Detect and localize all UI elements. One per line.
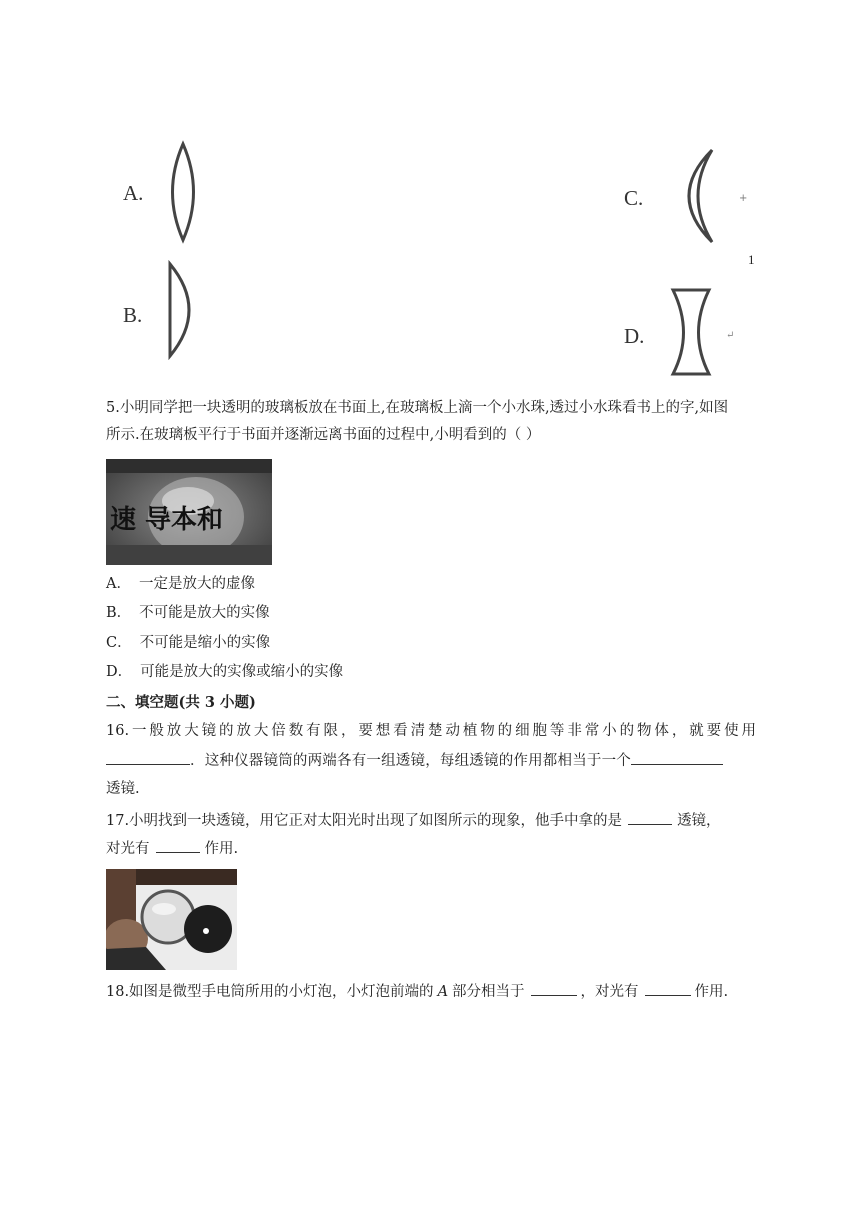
option-letter: B． [106,605,132,621]
q5-option-a [106,574,255,594]
q17-text-d: 作用. [204,841,239,857]
convex-lens-icon [160,140,206,244]
q16-line3: 透镜. [106,781,140,797]
blank-field [628,810,672,825]
magnified-text: 速 导本和 [110,505,224,535]
blank-field [106,750,190,765]
blank-field [645,981,691,996]
q16-line1: 16.一般放大镜的放大倍数有限，要想看清楚动植物的细胞等非常小的物体，就要使用 [106,723,756,739]
blank-field [631,750,723,765]
option-text: 可能是放大的实像或缩小的实像 [140,664,344,680]
q16-line2 [106,750,756,771]
q18-variable: A [437,984,449,1000]
option-text: 不可能是缩小的实像 [139,635,271,651]
option-b-label: B. [123,303,143,327]
q18-text-a: 18.如图是微型手电筒所用的小灯泡，小灯泡前端的 [106,984,434,1000]
q5-option-c [106,633,270,653]
option-text: 不可能是放大的实像 [139,605,270,621]
q17-text-c: 对光有 [106,841,150,857]
q18-line [106,981,728,1002]
small-cross-mark: + [739,193,748,204]
plano-convex-lens-icon [162,260,212,360]
magnifier-photo [106,869,237,970]
water-droplet-photo [106,459,272,565]
q18-text-d: 作用. [694,984,729,1000]
q5-line2: 所示.在玻璃板平行于书面并逐渐远离书面的过程中,小明看到的（ ） [106,427,541,443]
q17-text-a: 17.小明找到一块透镜，用它正对太阳光时出现了如图所示的现象，他手中拿的是 [106,813,623,829]
concave-lens-icon [668,286,714,380]
q17-line1 [106,810,721,831]
meniscus-lens-icon [666,146,722,248]
option-d-label: D. [624,324,645,348]
option-text: 一定是放大的虚像 [138,576,255,592]
return-mark-icon: ↵ [726,330,735,341]
q17-text-b: 透镜， [677,813,721,829]
option-letter: D． [106,664,133,680]
q5-option-b [106,603,270,623]
option-c-label: C. [624,186,644,210]
blank-field [156,838,200,853]
q17-line2 [106,838,238,859]
option-letter: C． [106,635,132,651]
section-title: 二、填空题(共 3 小题) [106,694,256,711]
q18-text-c: ，对光有 [580,984,639,1000]
q5-line1: 5.小明同学把一块透明的玻璃板放在书面上,在玻璃板上滴一个小水珠,透过小水珠看书上的字,如图 [106,400,729,416]
blank-field [531,981,577,996]
option-a-label: A. [123,181,144,205]
option-letter: A． [106,576,131,592]
q16-line2-text: ．这种仪器镜筒的两端各有一组透镜，每组透镜的作用都相当于一个 [190,753,631,769]
q5-option-d [106,662,343,682]
page-number: 1 [748,252,755,267]
q18-text-b: 部分相当于 [452,984,525,1000]
